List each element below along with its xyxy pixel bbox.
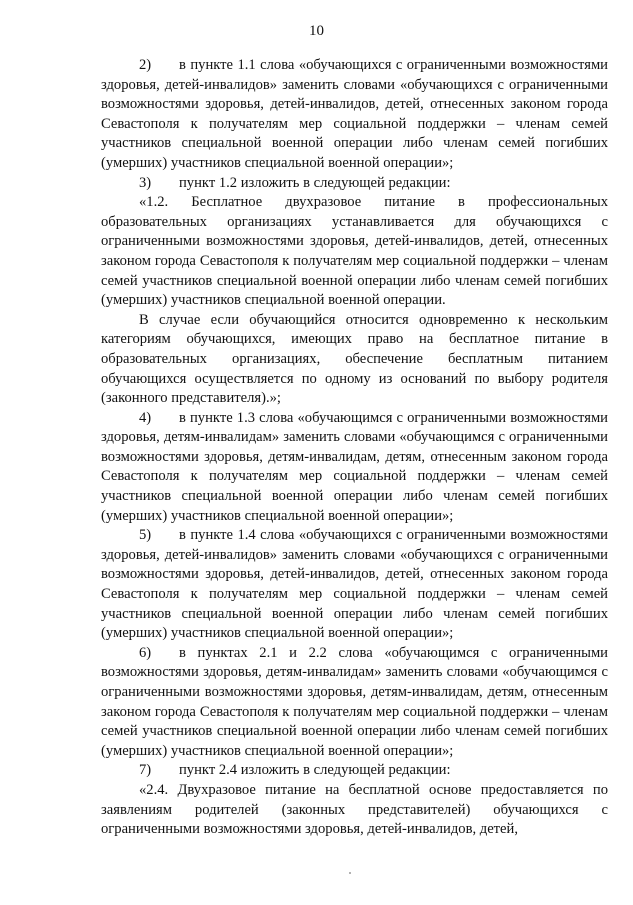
paragraph-item-2 bbox=[101, 56, 608, 174]
paragraph-item-4 bbox=[101, 409, 608, 527]
paragraph-text: в пункте 1.1 слова «обучающихся с ограниченными возможностями здоровья, детей-инвалидов» заменить словами «обучающихся с ограниченными возможностями здоровья, детей-инвалидов, детей, отнесенных законом города Севастополя к получателям мер социальной поддержки – членам семей участников специальной военной операции либо членам семей погибших (умерших) участников специальной военной операции»; bbox=[101, 57, 608, 171]
paragraph-text: в пункте 1.4 слова «обучающихся с ограниченными возможностями здоровья, детей-инвалидов» заменить словами «обучающихся с ограниченными возможностями здоровья, детей-инвалидов, детей, отнесенных законом города Севастополя к получателям мер социальной поддержки – членам семей участников специальной военной операции либо членам семей погибших (умерших) участников специальной военной операции»; bbox=[101, 527, 608, 642]
paragraph-item-7 bbox=[101, 761, 608, 781]
paragraph-text: пункт 2.4 изложить в следующей редакции: bbox=[179, 762, 451, 779]
scan-dot bbox=[349, 872, 351, 874]
paragraph-item-5 bbox=[101, 526, 608, 644]
item-marker: 3) bbox=[139, 174, 152, 191]
paragraph-text: в пункте 1.3 слова «обучающимся с ограниченными возможностями здоровья, детям-инвалидам» заменить словами «обучающимся с ограниченными возможностями здоровья, детям-инвалидам, детям, отнесенным законом города Севастополя к получателям мер социальной поддержки – членам семей участников специальной военной операции либо членам семей погибших (умерших) участников специальной военной операции»; bbox=[101, 409, 608, 524]
paragraph-text: В случае если обучающийся относится одновременно к нескольким категориям обучающихся, имеющих право на бесплатное питание в образовательных организациях, обеспечение бесплатным питанием обучающихся осуществляется по одному из оснований по выбору родителя (законного представителя).»; bbox=[101, 311, 608, 407]
item-marker: 2) bbox=[139, 57, 152, 73]
paragraph-quote-1-2 bbox=[101, 193, 608, 311]
paragraph-quote-continuation bbox=[101, 311, 608, 409]
paragraph-text: «2.4. Двухразовое питание на бесплатной основе предоставляется по заявлениям родителей (законных представителей) обучающихся с ограниченными возможностями здоровья, детей-инвалидов, детей, bbox=[101, 781, 608, 838]
item-marker: 7) bbox=[139, 762, 152, 779]
paragraph-text: «1.2. Бесплатное двухразовое питание в профессиональных образовательных организациях устанавливается для обучающихся с ограниченными возможностями здоровья, детей-инвалидов, детей, отнесенных законом города Севастополя к получателям мер социальной поддержки – членам семей участников специальной военной операции либо членам семей погибших (умерших) участников специальной военной операции. bbox=[101, 194, 608, 309]
item-marker: 6) bbox=[139, 644, 152, 661]
item-marker: 4) bbox=[139, 409, 152, 426]
paragraph-quote-2-4 bbox=[101, 781, 608, 840]
document-body bbox=[101, 56, 608, 840]
paragraph-item-6 bbox=[101, 644, 608, 762]
paragraph-item-3 bbox=[101, 174, 608, 194]
paragraph-text: пункт 1.2 изложить в следующей редакции: bbox=[179, 174, 451, 191]
item-marker: 5) bbox=[139, 527, 152, 544]
page-number: 10 bbox=[309, 23, 324, 39]
paragraph-text: в пунктах 2.1 и 2.2 слова «обучающимся с ограниченными возможностями здоровья, детям-инвалидам» заменить словами «обучающимся с ограниченными возможностями здоровья, детям-инвалидам, детям, отнесенным законом города Севастополя к получателям мер социальной поддержки – членам семей участников специальной военной операции либо членам семей погибших (умерших) участников специальной военной операции»; bbox=[101, 644, 608, 759]
